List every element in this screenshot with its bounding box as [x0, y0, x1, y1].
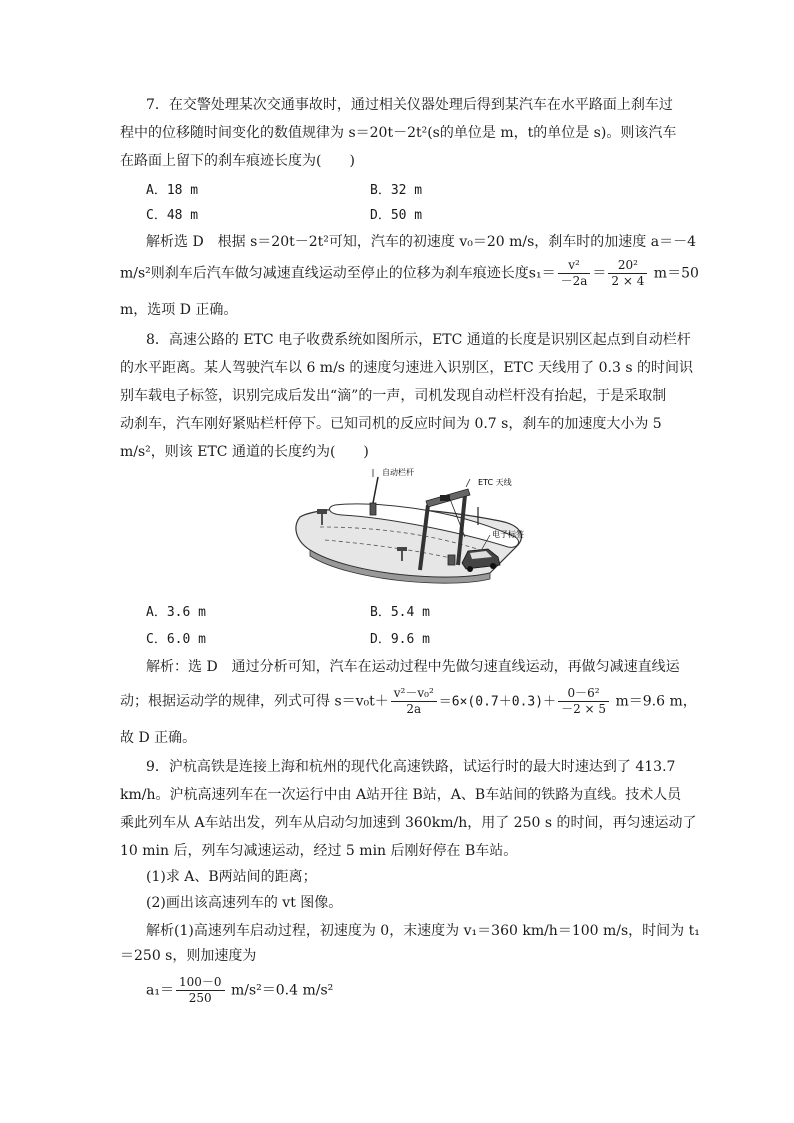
q8-line-2: 的水平距离。某人驾驶汽车以 6 m/s 的速度匀速进入识别区，ETC 天线用了 0.3 s 的时间识: [120, 360, 693, 376]
q8-option-d: D．9.6 m: [370, 632, 430, 647]
q9-subquestion-1: (1)求 A、B两站间的距离；: [146, 869, 317, 885]
q8-answer-line-1: 解析：选 D 通过分析可知，汽车在运动过程中先做匀速直线运动，再做匀减速直线运: [146, 659, 680, 675]
q7-option-d: D．50 m: [370, 208, 423, 223]
q8-line-4: 动刹车，汽车刚好紧贴栏杆停下。已知司机的反应时间为 0.7 s，刹车的加速度大小为 5: [120, 416, 662, 432]
q8-answer-result: m＝9.6 m，: [611, 693, 697, 710]
q9-fraction-denominator: 250: [188, 991, 212, 1005]
q7-line-3: 在路面上留下的刹车痕迹长度为( ): [120, 153, 355, 169]
q7-equals: ＝: [592, 265, 607, 282]
q8-fraction-2-denominator: －2 × 5: [561, 702, 607, 716]
q7-answer-line-1: 解析选 D 根据 s＝20t－2t²可知，汽车的初速度 v₀＝20 m/s，刹车时的加速度 a＝－4: [146, 234, 697, 250]
q7-answer-line-3: m，选项 D 正确。: [120, 302, 238, 318]
q8-fraction-1-numerator: v²－v₀²: [391, 686, 437, 702]
q8-line-3: 别车载电子标签，识别完成后发出“滴”的一声，司机发现自动栏杆没有抬起，于是采取制: [120, 388, 667, 404]
q7-option-a: A．18 m: [146, 183, 199, 198]
q8-answer-middle: ＝6×(0.7＋0.3)＋: [438, 694, 557, 710]
q8-option-b: B．5.4 m: [370, 605, 430, 620]
q7-fraction-2-numerator: 20²: [608, 258, 647, 274]
q7-answer-text: m/s²则刹车后汽车做匀减速直线运动至停止的位移为刹车痕迹长度s₁＝: [120, 265, 556, 282]
q9-answer-line-3: [146, 975, 333, 1006]
label-antenna: ETC 天线: [478, 478, 512, 487]
q7-option-c: C．48 m: [146, 208, 199, 223]
q8-line-1: 8．高速公路的 ETC 电子收费系统如图所示，ETC 通道的长度是识别区起点到自动栏杆: [146, 332, 691, 348]
q8-line-5: m/s²，则该 ETC 通道的长度约为( ): [120, 444, 369, 460]
q8-option-c: C．6.0 m: [146, 632, 206, 647]
q8-answer-line-3: 故 D 正确。: [120, 730, 197, 746]
q7-answer-result: m＝50: [649, 265, 699, 282]
q7-line-2: 程中的位移随时间变化的数值规律为 s＝20t－2t²(s的单位是 m，t的单位是 s)。则该汽车: [120, 125, 677, 141]
q9-line-4: 10 min 后，列车匀减速运动，经过 5 min 后刚好停在 B车站。: [120, 843, 518, 859]
etc-diagram: [290, 465, 530, 590]
q9-answer-prefix: a₁＝: [146, 982, 174, 999]
q9-answer-result: m/s²＝0.4 m/s²: [226, 982, 334, 999]
q9-answer-line-1: 解析(1)高速列车启动过程，初速度为 0，末速度为 v₁＝360 km/h＝100 m/s，时间为 t₁: [146, 923, 700, 939]
q9-line-3: 乘此列车从 A车站出发，列车从启动匀加速到 360km/h，用了 250 s 的时间，再匀速运动了: [120, 815, 697, 831]
q7-option-b: B．32 m: [370, 183, 423, 198]
q8-fraction-1-denominator: 2a: [406, 702, 422, 716]
q9-line-2: km/h。沪杭高速列车在一次运行中由 A站开往 B站，A、B车站间的铁路为直线。技术人员: [120, 787, 682, 803]
q7-fraction-1-denominator: －2a: [560, 274, 588, 288]
q8-answer-line-2: [120, 686, 697, 717]
q7-fraction-1-numerator: v²: [558, 258, 591, 274]
q8-fraction-1: [391, 686, 437, 717]
q8-answer-text: 动；根据运动学的规律，列式可得 s＝v₀t＋: [120, 693, 389, 710]
q9-line-1: 9．沪杭高铁是连接上海和杭州的现代化高速铁路，试运行时的最大时速达到了 413.7: [146, 759, 676, 775]
q9-answer-line-2: ＝250 s，则加速度为: [120, 948, 257, 964]
q7-line-1: 7．在交警处理某次交通事故时，通过相关仪器处理后得到某汽车在水平路面上刹车过: [146, 97, 673, 113]
q9-fraction-numerator: 100－0: [176, 975, 225, 991]
q8-option-a: A．3.6 m: [146, 605, 206, 620]
q7-fraction-2-denominator: 2 × 4: [611, 274, 645, 288]
q9-subquestion-2: (2)画出该高速列车的 vt 图像。: [146, 895, 343, 911]
q9-fraction: [176, 975, 225, 1006]
label-tag: 电子标签: [492, 530, 524, 539]
q8-fraction-2: [558, 686, 609, 717]
q8-fraction-2-numerator: 0－6²: [558, 686, 609, 702]
q7-fraction-1: [558, 258, 591, 289]
label-gate: 自动栏杆: [382, 468, 414, 477]
q7-fraction-2: [608, 258, 647, 289]
q7-answer-line-2: [120, 258, 699, 289]
